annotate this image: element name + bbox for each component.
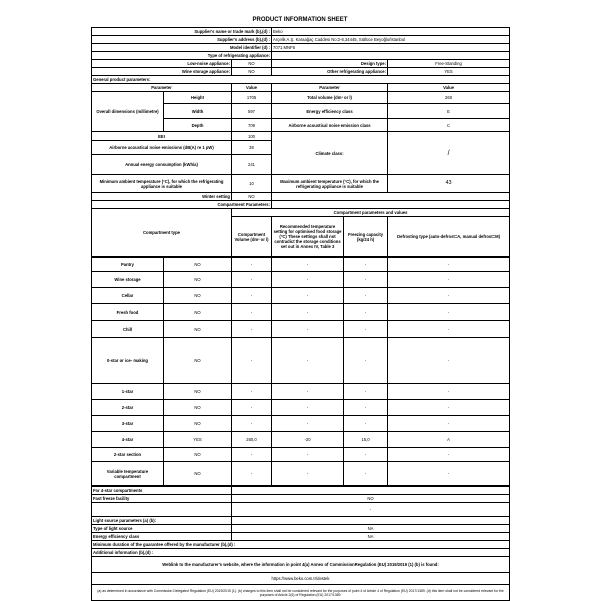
total-volume-value: 260 [388,92,510,104]
four-star-blank [232,487,510,495]
max-temp-label: Maximum ambient temperature (°C), for which the refrigerating appliance is suitable [272,175,388,193]
compartment-freeze: - [344,338,388,384]
light-type-label: Type of light source [92,525,232,533]
model-identifier-value: 7071 MNF8 [272,44,510,52]
appliance-type-blank [272,52,510,60]
compartment-volume: - [232,304,272,321]
total-volume-label: Total volume (dm³ or l) [272,92,388,104]
compartment-temp: - [272,400,344,416]
height-label: Height [164,92,232,104]
compartment-defrost: - [388,304,510,321]
supplier-name-label: Supplier's name or trade mark (b),(d) : [92,28,272,36]
compartment-volume: - [232,272,272,288]
compartment-temp: - [272,304,344,321]
compartment-volume: - [232,258,272,272]
compartment-volume: - [232,288,272,304]
page-title: PRODUCT INFORMATION SHEET [252,17,348,23]
additional-info-label: Additional information (b),(d) : [92,549,510,557]
compartment-present: NO [164,416,232,432]
compartment-params-header: Compartment parameters and values [232,209,510,217]
footnote: (a) as determined in accordance with Commission Delegated Regulation (EU) 2019/2015 (1). (b) changes to this item shall not be considered relevant for the purposes of point 4 of Article 4 of Regulation (EU) 2017/1369. (d) this item shall not be considered relevant for the purposes of Article 2(6) of Regulation (EU) 2017/1369. [92,585,510,601]
compartment-row [92,288,510,304]
spacer-cell-left [92,503,232,517]
compartment-defrost: - [388,272,510,288]
compartment-temp: - [272,448,344,462]
compartment-freeze: - [344,304,388,321]
light-class-value: NA [232,533,510,541]
compartment-present: NO [164,462,232,486]
low-noise-label: Low-noise appliance: [92,60,232,68]
compartment-freeze: - [344,258,388,272]
compartment-name: Pantry [92,258,164,272]
compartment-present: NO [164,321,232,338]
supplier-name-value: Beko [272,28,510,36]
compartment-freeze: - [344,462,388,486]
noise-class-value: C [388,119,510,132]
winter-setting-blank [272,193,510,201]
compartment-volume: - [232,400,272,416]
width-label: Width [164,104,232,119]
light-section-label: Light source parameters (a) (b): [92,517,232,525]
compartment-volume: - [232,448,272,462]
freeze-header: Freezing capacity (kg/24 h) [344,217,388,257]
compartment-defrost: - [388,288,510,304]
compartment-volume: 260,0 [232,432,272,448]
compartment-temp: - [272,272,344,288]
height-value: 1705 [232,92,272,104]
compartment-defrost: A [388,432,510,448]
compartment-present: NO [164,338,232,384]
compartment-name: Chill [92,321,164,338]
compartment-volume: - [232,462,272,486]
temp-header: Recommended temperature setting for optimised food storage (°C) These settings shall not contradict the storage conditions set out in Annex IV, Table 3 [272,217,344,257]
compartment-name: 2-star [92,400,164,416]
energy-class-value: E [388,104,510,119]
compartment-temp: - [272,288,344,304]
appliance-type-label: Type of refrigerating appliance: [92,52,272,60]
compartment-row [92,462,510,486]
compartment-present: NO [164,272,232,288]
volume-header: Compartment Volume (dm³ or l) [232,217,272,257]
fast-freeze-value: NO [232,495,510,503]
design-type-label: Design type: [272,60,388,68]
weblink-label: Weblink to the manufacturer's website, where the information in point 4(a) Annex of CommissionRegulation (EU) 2019/2019 (1) (b) is found: [92,557,510,573]
supplier-address-value: Arçelik A.Ş. Karaağaç Caddesi No:2-6,34445, Sütlüce Beyoğlu/İstanbul [272,36,510,44]
compartment-row [92,338,510,384]
climate-class-label: Climate class: [272,132,388,175]
low-noise-value: NO [232,60,272,68]
wine-storage-label: Wine storage appliance: [92,68,232,76]
compartment-row [92,272,510,288]
compartment-section-label: Compartment Parameters: [92,201,272,209]
guarantee-label: Minimum duration of the guarantee offered by the manufacturer (b),(d) : [92,541,510,549]
compartment-freeze: - [344,272,388,288]
compartment-row [92,416,510,432]
compartment-defrost: - [388,338,510,384]
compartment-name: Fresh food [92,304,164,321]
weblink-url[interactable]: https://www.beko.com.tr/destek [92,573,510,585]
width-value: 597 [232,104,272,119]
compartment-name: 0-star or ice- making [92,338,164,384]
four-star-label: For 4-star compartments [92,487,232,495]
product-information-sheet [91,13,509,601]
light-class-label: Energy efficiency class [92,533,232,541]
compartment-temp: - [272,416,344,432]
compartment-defrost: - [388,400,510,416]
param-header-right: Parameter [272,84,388,92]
compartment-defrost: - [388,448,510,462]
compartment-temp: - [272,258,344,272]
compartment-row [92,384,510,400]
annual-energy-value: 241 [232,155,272,175]
compartment-name: 4-star [92,432,164,448]
param-header-left: Parameter [92,84,232,92]
defrost-header: Defrosting type (auto-defrost=A, manual defrost=M) [388,217,510,257]
info-table [91,27,510,257]
compartment-name: Wine storage [92,272,164,288]
compartment-row [92,400,510,416]
compartment-freeze: - [344,448,388,462]
compartment-temp: - [272,321,344,338]
compartment-present: NO [164,258,232,272]
compartment-freeze: - [344,321,388,338]
compartment-present: YES [164,432,232,448]
compartment-volume: - [232,338,272,384]
winter-setting-value: NO [232,193,272,201]
winter-setting-label: Winter setting [92,193,232,201]
compartment-name: Cellar [92,288,164,304]
noise-emission-label: Airborne acoustical noise emissions (dB(A) re 1 pW) [92,141,232,155]
compartment-volume: - [232,321,272,338]
design-type-value: Free-Standing [388,60,510,68]
compartment-freeze: - [344,384,388,400]
min-temp-value: 10 [232,175,272,193]
noise-emission-value: 38 [232,141,272,155]
compartment-temp: - [272,462,344,486]
compartment-temp: - [272,384,344,400]
compartment-freeze: - [344,288,388,304]
compartment-row [92,432,510,448]
spacer-cell-value: - [232,503,510,517]
compartment-type-header: Compartment type [92,209,232,257]
climate-class-value: / [388,132,510,175]
compartment-row [92,258,510,272]
compartment-name: 3-star [92,416,164,432]
compartment-present: NO [164,288,232,304]
min-temp-label: Minimum ambient temperature (°C), for which the refrigerating appliance is suitable [92,175,232,193]
compartment-row [92,304,510,321]
compartment-section-blank [272,201,510,209]
general-section-label: General product parameters: [92,76,510,84]
eei-value: 100 [232,132,272,141]
compartment-temp: -20 [272,432,344,448]
compartment-name: 1-star [92,384,164,400]
compartment-row [92,448,510,462]
compartment-volume: - [232,384,272,400]
compartment-defrost: - [388,462,510,486]
compartment-name: 2-star section [92,448,164,462]
compartment-table [91,257,510,486]
depth-value: 709 [232,119,272,132]
fast-freeze-label: Fast freeze facility [92,495,232,503]
compartment-volume: - [232,416,272,432]
depth-label: Depth [164,119,232,132]
value-header-right: Value [388,84,510,92]
dimensions-label: Overall dimensions (millimetre) [92,92,164,132]
compartment-temp: - [272,338,344,384]
model-identifier-label: Model identifier (d) : [92,44,272,52]
other-appliance-label: Other refrigerating appliance: [272,68,388,76]
light-section-blank [232,517,510,525]
lower-table [91,486,510,601]
wine-storage-value: NO [232,68,272,76]
compartment-defrost: - [388,258,510,272]
compartment-row [92,321,510,338]
compartment-freeze: - [344,400,388,416]
compartment-present: NO [164,304,232,321]
compartment-defrost: - [388,416,510,432]
energy-class-label: Energy efficiency class [272,104,388,119]
compartment-present: NO [164,384,232,400]
compartment-present: NO [164,448,232,462]
supplier-address-label: Supplier's address (b),(d) : [92,36,272,44]
annual-energy-label: Annual energy consumption (kWh/a) [92,155,232,175]
light-type-value: NA [232,525,510,533]
noise-class-label: Airborne acoustical noise emission class [272,119,388,132]
compartment-defrost: - [388,384,510,400]
compartment-name: Variable temperature compartment [92,462,164,486]
eei-label: EEI [92,132,232,141]
max-temp-value: 43 [388,175,510,193]
compartment-freeze: - [344,416,388,432]
compartment-present: NO [164,400,232,416]
compartment-defrost: - [388,321,510,338]
value-header-left: Value [232,84,272,92]
other-appliance-value: YES [388,68,510,76]
compartment-freeze: 15,0 [344,432,388,448]
